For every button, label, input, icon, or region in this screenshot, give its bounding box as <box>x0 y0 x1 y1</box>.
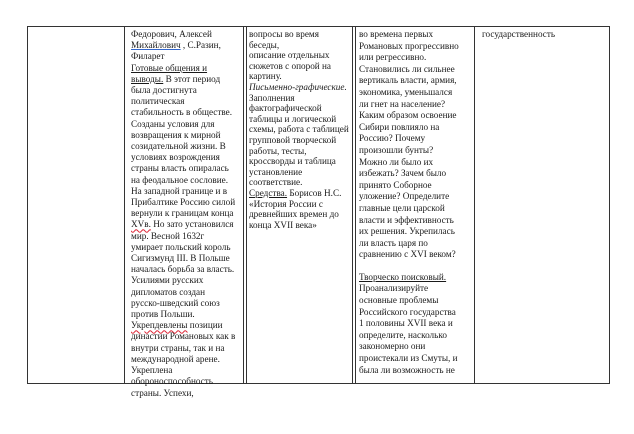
text-line: произошли бунты? <box>359 144 434 155</box>
text-line: началась борьба за власть. <box>131 264 235 275</box>
text-line: Российского государства <box>359 306 456 317</box>
text-line: проистекали из Смуты, и <box>359 353 458 364</box>
text-line: династии Романовых как в <box>131 331 236 342</box>
text-line: 1 половины XVII века и <box>359 318 453 329</box>
text-line: обороноспособность <box>131 376 213 387</box>
text-line: Сигизмунд III. В Польше <box>131 253 230 264</box>
text-line: страны власть опиралась <box>131 163 229 174</box>
text-line: таблицы и логической <box>249 113 337 124</box>
text-line: принято Соборное <box>359 179 432 190</box>
text-line: установление <box>249 166 303 177</box>
text-line: конца XVII века» <box>249 219 317 230</box>
text-line: схемы, работа с таблицей <box>249 124 349 135</box>
table-left-border <box>27 26 28 384</box>
text-line: уложение? Определите <box>359 191 450 202</box>
text-line <box>359 261 471 272</box>
text-line: Россию? Почему <box>359 133 426 144</box>
text-line: или регрессивно. <box>359 52 427 63</box>
text-line: вертикаль власти, армия, <box>359 75 457 86</box>
text-line: против Польши. <box>131 309 195 320</box>
text-line: ли гнет на население? <box>359 98 446 109</box>
text-line: работы, тесты, <box>249 145 307 156</box>
text-line: Каким образом освоение <box>359 110 457 121</box>
text-line: их решения. Укрепилась <box>359 226 455 237</box>
text-line: Укрепдевлены позиции <box>131 320 223 331</box>
text-line: дипломатов создан <box>131 286 206 297</box>
text-line: Становились ли сильнее <box>359 63 455 74</box>
text-line: страны. Успехи, <box>131 387 194 398</box>
text-line: Филарет <box>131 51 165 62</box>
text-line: власти и эффективность <box>359 214 454 225</box>
text-line: стабильность в обществе. <box>131 107 233 118</box>
column-divider <box>124 26 125 384</box>
text-line: вернули к границам конца <box>131 208 234 219</box>
text-line: описание отдельных <box>249 50 330 61</box>
text-line: выводы. В этот период <box>131 73 221 84</box>
text-line: Созданы условия для <box>131 118 215 129</box>
text-line: Письменно-графические. <box>249 81 347 92</box>
text-line: основные проблемы <box>359 295 439 306</box>
text-line: ли власть царя по <box>359 237 428 248</box>
text-line: Прибалтике Россию силой <box>131 197 236 208</box>
column-divider <box>243 26 244 384</box>
text-line: XVв. Но зато установился <box>131 219 234 230</box>
table-cell-content <box>131 29 240 399</box>
text-line: Можно ли было их <box>359 156 434 167</box>
table-cell-result <box>482 29 606 40</box>
text-line: фактографической <box>249 103 322 114</box>
text-line: русско-шведский союз <box>131 297 220 308</box>
text-line: государственность <box>482 29 556 39</box>
table-bottom-border <box>27 383 609 384</box>
text-line: международной арене. <box>131 353 220 364</box>
text-line: была достигнута <box>131 85 197 96</box>
column-divider <box>355 26 356 384</box>
text-line: возвращения к мирной <box>131 129 221 140</box>
text-line: Усилиями русских <box>131 275 204 286</box>
text-line: была ли возможность не <box>359 364 455 375</box>
text-line: древнейших времен до <box>249 209 339 220</box>
column-divider <box>474 26 475 384</box>
text-line: экономика, уменьшался <box>359 86 453 97</box>
text-line: кроссворды и таблица <box>249 156 336 167</box>
table-right-border <box>609 26 610 384</box>
text-line: во времена первых <box>359 29 434 39</box>
text-line: Михайлович , С.Разин, <box>131 40 221 51</box>
text-line: картину. <box>249 71 282 82</box>
text-line: Средства. Борисов Н.С. <box>249 187 342 198</box>
text-line: сюжетов с опорой на <box>249 60 332 71</box>
text-line: групповой творческой <box>249 134 337 145</box>
text-line: Сибири повлияло на <box>359 121 440 132</box>
text-line: созидательной жизни. В <box>131 141 226 152</box>
text-line: Проанализируйте <box>359 283 429 294</box>
text-line: Творческо поисковый. <box>359 271 447 282</box>
text-line: Федорович, Алексей <box>131 29 212 39</box>
text-line: вопросы во время беседы, <box>249 29 319 50</box>
text-line: условиях возрождения <box>131 152 220 163</box>
column-divider <box>352 26 353 384</box>
text-line: Романовых прогрессивно <box>359 40 459 51</box>
text-line: умирает польский король <box>131 241 231 252</box>
text-line: на феодальное сословие. <box>131 174 229 185</box>
text-line: избежать? Зачем было <box>359 168 447 179</box>
text-line: закономерно они <box>359 341 426 352</box>
text-line: соответствие. <box>249 177 303 188</box>
table-cell-methods <box>249 29 349 230</box>
text-line: внутри страны, так и на <box>131 342 225 353</box>
text-line: сравнению с XVI веком? <box>359 249 456 260</box>
text-line: главные цели царской <box>359 202 445 213</box>
text-line: мир. Весной 1632г <box>131 230 205 241</box>
column-divider <box>246 26 247 384</box>
text-line: На западной границе и в <box>131 185 228 196</box>
text-line: определите, насколько <box>359 329 447 340</box>
text-line: Готовые общения и <box>131 62 208 73</box>
table-cell-questions <box>359 29 471 376</box>
text-line: политическая <box>131 96 185 107</box>
text-line: Заполнения <box>249 92 295 103</box>
text-line: «История России с <box>249 198 323 209</box>
text-line: Укреплена <box>131 365 173 376</box>
table-top-border <box>27 26 609 27</box>
